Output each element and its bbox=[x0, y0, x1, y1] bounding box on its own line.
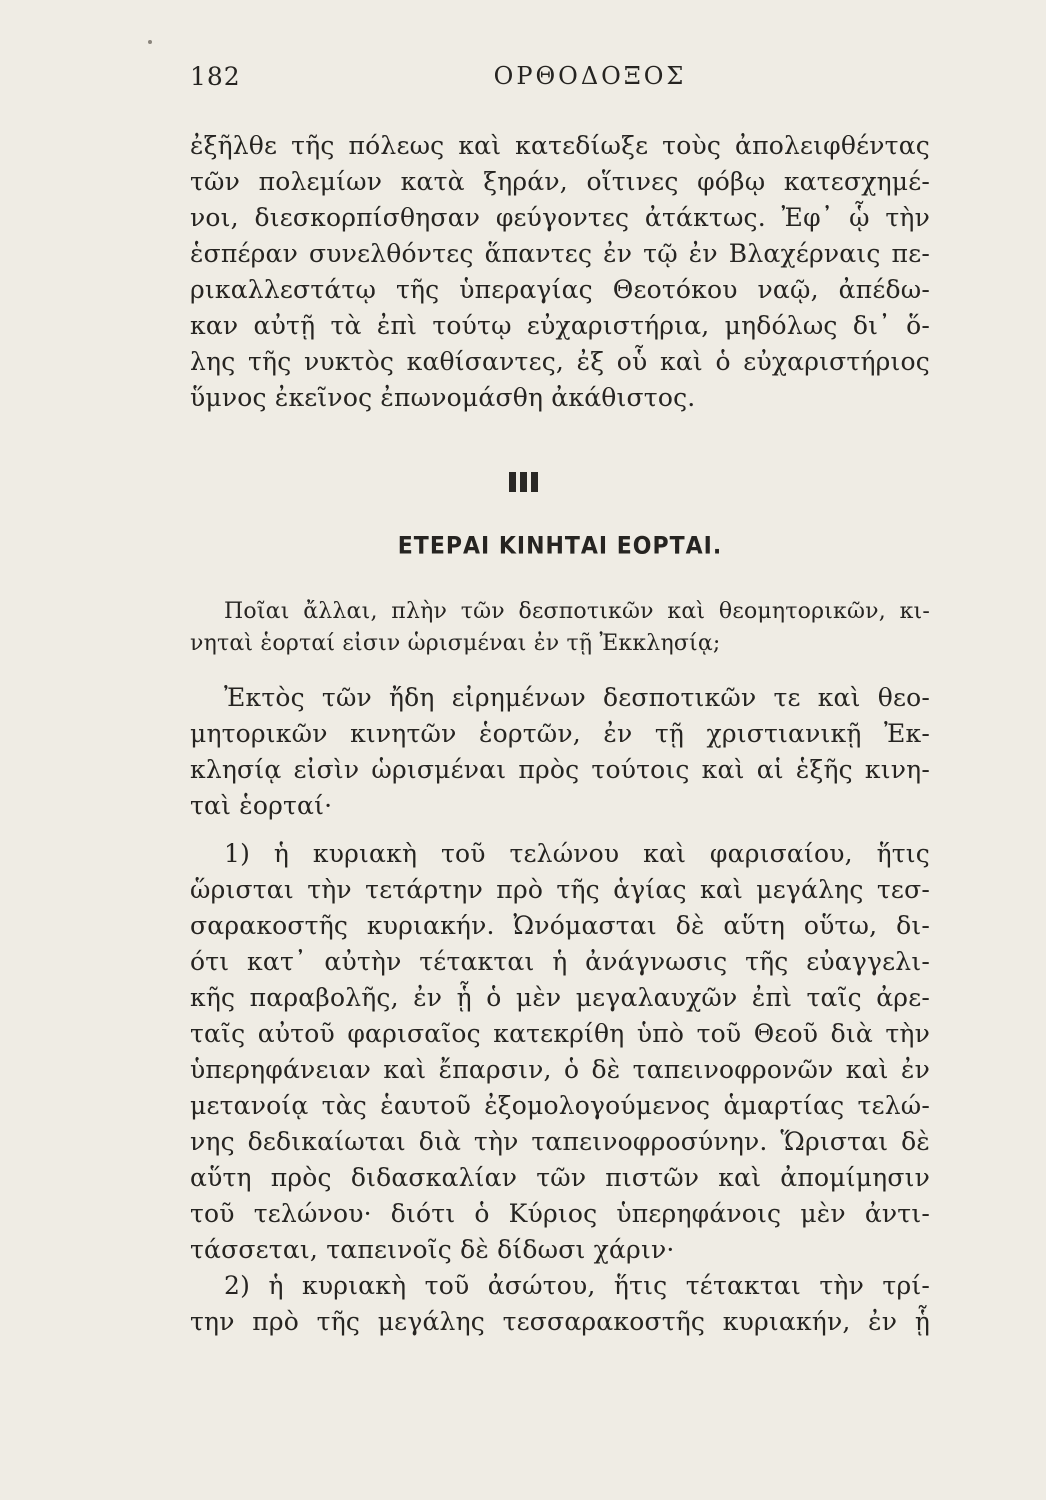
text-line: ταὶ ἑορταί· bbox=[190, 791, 333, 820]
text-line: κλησίᾳ εἰσὶν ὡρισμέναι πρὸς τούτοις καὶ αἱ ἑξῆς κινη- bbox=[190, 755, 930, 784]
section-ornament bbox=[0, 472, 1046, 496]
page-header bbox=[190, 62, 930, 98]
text-line: λης τῆς νυκτὸς καθίσαντες, ἐξ οὗ καὶ ὁ εὐχαριστήριος bbox=[190, 347, 930, 376]
ornament-bar bbox=[520, 472, 527, 492]
text-line: Ποῖαι ἄλλαι, πλὴν τῶν δεσποτικῶν καὶ θεομητορικῶν, κι- bbox=[224, 599, 930, 624]
text-line: ἐξῆλθε τῆς πόλεως καὶ κατεδίωξε τοὺς ἀπολειφθέντας bbox=[190, 131, 930, 160]
text-line: ταῖς αὐτοῦ φαρισαῖος κατεκρίθη ὑπὸ τοῦ Θεοῦ διὰ τὴν bbox=[190, 1019, 930, 1048]
text-line: τάσσεται, ταπεινοῖς δὲ δίδωσι χάριν· bbox=[190, 1235, 675, 1264]
paragraph-continuation bbox=[190, 128, 930, 416]
text-line: 1) ἡ κυριακὴ τοῦ τελώνου καὶ φαρισαίου, ἥτις bbox=[224, 839, 930, 868]
text-line: μητορικῶν κινητῶν ἑορτῶν, ἐν τῇ χριστιανικῇ Ἐκ- bbox=[190, 719, 930, 748]
text-line: νηταὶ ἑορταί εἰσιν ὡρισμέναι ἐν τῇ Ἐκκλησίᾳ; bbox=[190, 631, 721, 656]
text-line: την πρὸ τῆς μεγάλης τεσσαρακοστῆς κυριακήν, ἐν ᾗ bbox=[190, 1307, 930, 1336]
section-heading: ΕΤΕΡΑΙ ΚΙΝΗΤΑΙ ΕΟΡΤΑΙ. bbox=[397, 532, 723, 561]
text-line: ρικαλλεστάτῳ τῆς ὑπεραγίας Θεοτόκου ναῷ, ἀπέδω- bbox=[190, 275, 930, 304]
text-line: 2) ἡ κυριακὴ τοῦ ἀσώτου, ἥτις τέτακται τὴν τρί- bbox=[224, 1271, 930, 1300]
page-speck bbox=[148, 40, 152, 44]
text-line: ἑσπέραν συνελθόντες ἅπαντες ἐν τῷ ἐν Βλαχέρναις πε- bbox=[190, 239, 930, 268]
item-1-paragraph bbox=[190, 836, 930, 1268]
text-line: ὕμνος ἐκεῖνος ἐπωνομάσθη ἀκάθιστος. bbox=[190, 383, 696, 412]
text-line: ότι κατ᾿ αὐτὴν τέτακται ἡ ἀνάγνωσις τῆς εὐαγγελι- bbox=[190, 947, 930, 976]
text-line: κῆς παραβολῆς, ἐν ᾗ ὁ μὲν μεγαλαυχῶν ἐπὶ ταῖς ἀρε- bbox=[190, 983, 930, 1012]
running-title: ΟΡΘΟΔΟΞΟΣ bbox=[493, 62, 687, 90]
text-line: Ἐκτὸς τῶν ἤδη εἰρημένων δεσποτικῶν τε καὶ θεο- bbox=[224, 683, 930, 712]
page-number: 182 bbox=[190, 62, 241, 91]
text-line: καν αὐτῇ τὰ ἐπὶ τούτῳ εὐχαριστήρια, μηδόλως δι᾿ ὅ- bbox=[190, 311, 930, 340]
text-line: ὥρισται τὴν τετάρτην πρὸ τῆς ἁγίας καὶ μεγάλης τεσ- bbox=[190, 875, 930, 904]
ornament-bar bbox=[531, 472, 538, 492]
item-2-paragraph bbox=[190, 1268, 930, 1340]
text-line: τῶν πολεμίων κατὰ ξηράν, οἵτινες φόβῳ κατεσχημέ- bbox=[190, 167, 930, 196]
text-line: σαρακοστῆς κυριακήν. Ὠνόμασται δὲ αὕτη οὕτω, δι- bbox=[190, 911, 930, 940]
question-paragraph bbox=[190, 596, 930, 660]
text-line: νοι, διεσκορπίσθησαν φεύγοντες ἀτάκτως. Ἐφ᾿ ᾧ τὴν bbox=[190, 203, 930, 232]
answer-paragraph bbox=[190, 680, 930, 824]
text-line: αὕτη πρὸς διδασκαλίαν τῶν πιστῶν καὶ ἀπομίμησιν bbox=[190, 1163, 930, 1192]
ornament-bar bbox=[509, 472, 516, 492]
text-line: νης δεδικαίωται διὰ τὴν ταπεινοφροσύνην. Ὥρισται δὲ bbox=[190, 1127, 930, 1156]
text-line: τοῦ τελώνου· διότι ὁ Κύριος ὑπερηφάνοις μὲν ἀντι- bbox=[190, 1199, 930, 1228]
text-line: ὑπερηφάνειαν καὶ ἔπαρσιν, ὁ δὲ ταπεινοφρονῶν καὶ ἐν bbox=[190, 1055, 930, 1084]
text-line: μετανοίᾳ τὰς ἑαυτοῦ ἐξομολογούμενος ἁμαρτίας τελώ- bbox=[190, 1091, 930, 1120]
